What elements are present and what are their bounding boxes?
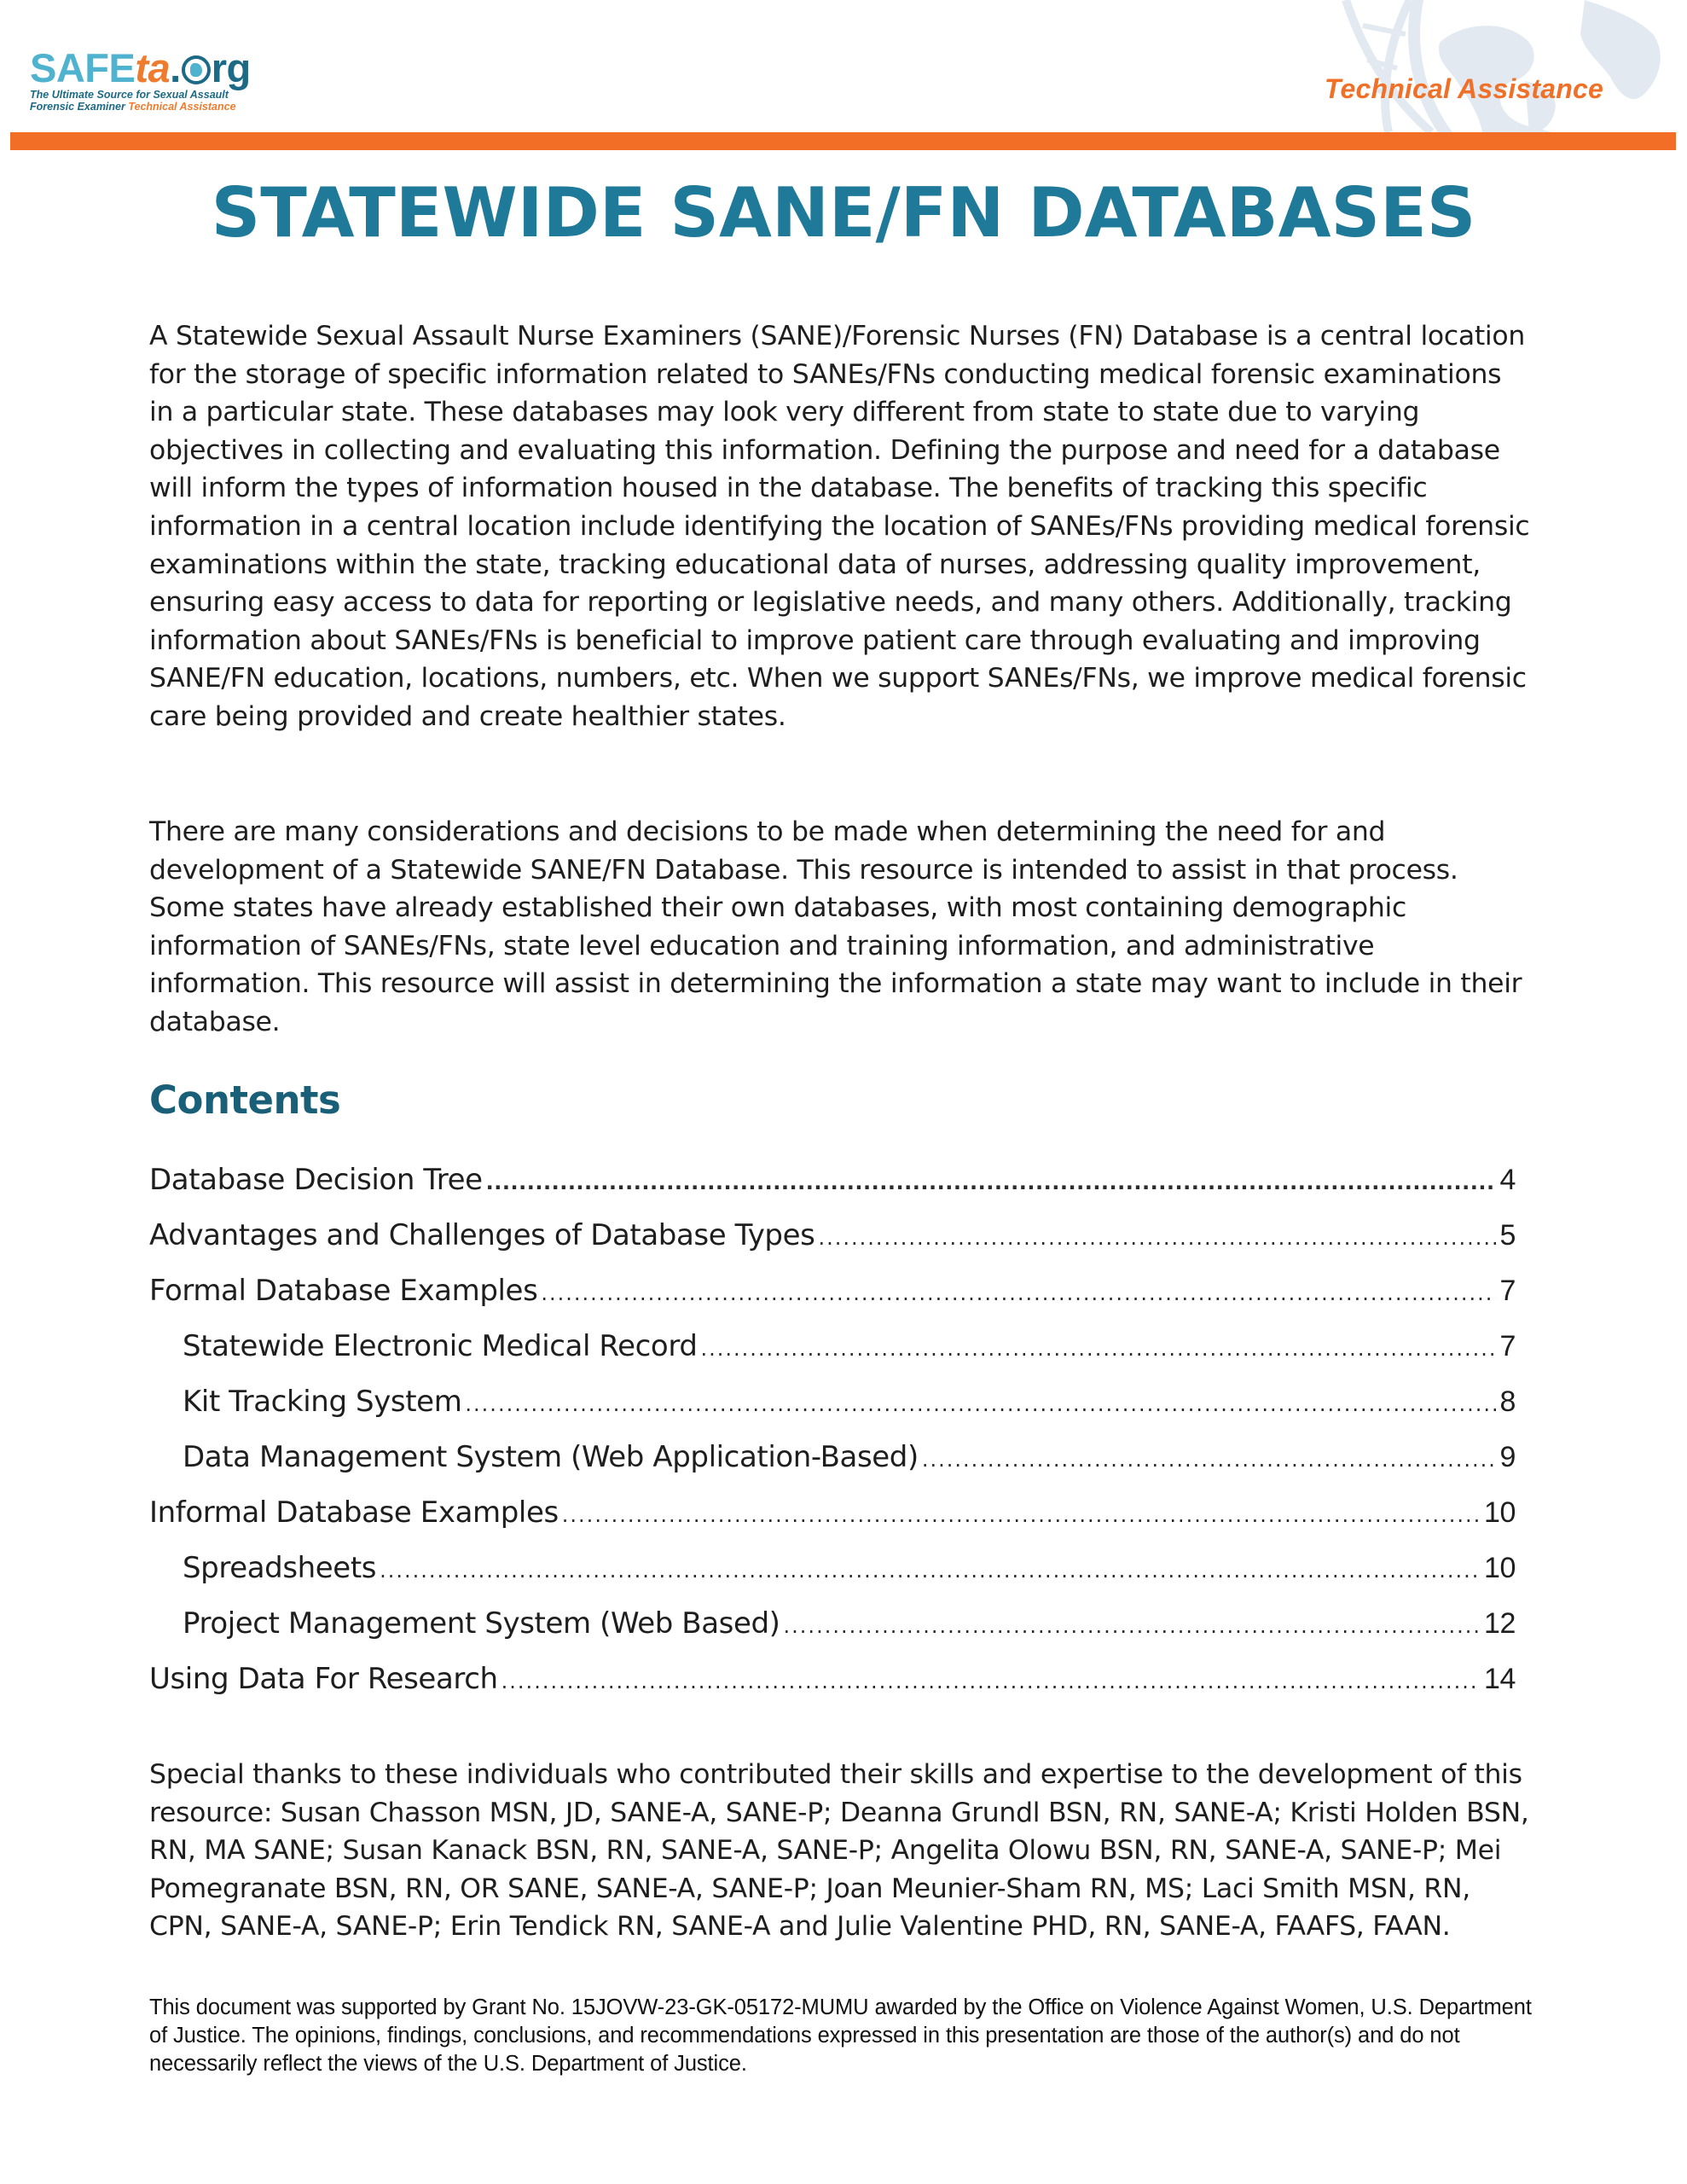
toc-item-formal-database-examples[interactable]: Formal Database Examples ..... 7 bbox=[149, 1267, 1516, 1322]
purpose-paragraph: There are many considerations and decisions to be made when determining the need for and development of a Statewide SANE/FN Database. This resource is intended to assist in that process. Some states have already established their own databases, with most containing demographic information of SANEs/FNs, state level education and training information, and administrative information. This resource will assist in determining the information a state may want to include in their database. bbox=[149, 816, 1522, 1037]
toc-leader bbox=[701, 1325, 1497, 1373]
toc-leader bbox=[501, 1658, 1481, 1705]
logo-wordmark: SAFEta. rg bbox=[30, 45, 251, 90]
section-label: Technical Assistance bbox=[1324, 73, 1603, 104]
toc-leader bbox=[818, 1214, 1496, 1262]
toc-item-spreadsheets[interactable]: Spreadsheets ..... 10 bbox=[149, 1544, 1516, 1600]
toc-leader bbox=[541, 1269, 1496, 1317]
toc-leader bbox=[380, 1547, 1481, 1594]
toc-item-advantages-challenges[interactable]: Advantages and Challenges of Database Types ..... 5 bbox=[149, 1211, 1516, 1267]
globe-icon bbox=[182, 55, 211, 84]
toc-leader bbox=[465, 1380, 1496, 1428]
table-of-contents bbox=[149, 1156, 1516, 1711]
contents-heading: Contents bbox=[149, 1077, 341, 1123]
toc-item-database-decision-tree[interactable]: Database Decision Tree ..... 4 bbox=[149, 1156, 1516, 1211]
page-title: STATEWIDE SANE/FN DATABASES bbox=[211, 173, 1476, 253]
toc-item-using-data-for-research[interactable]: Using Data For Research ..... 14 bbox=[149, 1655, 1516, 1711]
toc-leader bbox=[486, 1159, 1497, 1206]
toc-leader bbox=[784, 1602, 1481, 1650]
globe-watermark-icon bbox=[1329, 0, 1687, 132]
safeta-logo[interactable] bbox=[30, 45, 269, 116]
header-divider bbox=[10, 132, 1676, 150]
logo-tagline: The Ultimate Source for Sexual Assault Forensic Examiner Technical Assistance bbox=[30, 89, 236, 113]
toc-item-statewide-emr[interactable]: Statewide Electronic Medical Record ..... 7 bbox=[149, 1322, 1516, 1378]
toc-leader bbox=[562, 1491, 1481, 1539]
toc-item-kit-tracking-system[interactable]: Kit Tracking System ..... 8 bbox=[149, 1378, 1516, 1433]
toc-leader bbox=[922, 1436, 1497, 1484]
toc-item-data-management-system[interactable]: Data Management System (Web Application-Based) ..... 9 bbox=[149, 1433, 1516, 1489]
toc-item-informal-database-examples[interactable]: Informal Database Examples ..... 10 bbox=[149, 1489, 1516, 1544]
toc-item-project-management-system[interactable]: Project Management System (Web Based) ..... 12 bbox=[149, 1600, 1516, 1655]
intro-paragraph: A Statewide Sexual Assault Nurse Examiners (SANE)/Forensic Nurses (FN) Database is a central location for the storage of specific information related to SANEs/FNs conducting medical forensic examinations in a particular state. These databases may look very different from state to state due to varying objectives in collecting and evaluating this information. Defining the purpose and need for a database will inform the types of information housed in the database. The benefits of tracking this specific information in a central location include identifying the location of SANEs/FNs providing medical forensic examinations within the state, tracking educational data of nurses, addressing quality improvement, ensuring easy access to data for reporting or legislative needs, and many others. Additionally, tracking information about SANEs/FNs is beneficial to improve patient care through evaluating and improving SANE/FN education, locations, numbers, etc. When we support SANEs/FNs, we improve medical forensic care being provided and create healthier states. bbox=[149, 321, 1530, 732]
grant-disclaimer: This document was supported by Grant No. 15JOVW-23-GK-05172-MUMU awarded by the Office on Violence Against Women, U.S. Department of Justice. The opinions, findings, conclusions, and recommendations expressed in this presentation are those of the author(s) and do not necessarily reflect the views of the U.S. Department of Justice. bbox=[149, 1995, 1532, 2076]
acknowledgements-paragraph: Special thanks to these individuals who contributed their skills and expertise to the development of this resource: Susan Chasson MSN, JD, SANE-A, SANE-P; Deanna Grundl BSN, RN, SANE-A; Kristi Holden BSN, RN, MA SANE; Susan Kanack BSN, RN, SANE-A, SANE-P; Angelita Olowu BSN, RN, SANE-A, SANE-P; Mei Pomegranate BSN, RN, OR SANE, SANE-A, SANE-P; Joan Meunier-Sham RN, MS; Laci Smith MSN, RN, CPN, SANE-A, SANE-P; Erin Tendick RN, SANE-A and Julie Valentine PHD, RN, SANE-A, FAAFS, FAAN. bbox=[149, 1759, 1529, 1943]
